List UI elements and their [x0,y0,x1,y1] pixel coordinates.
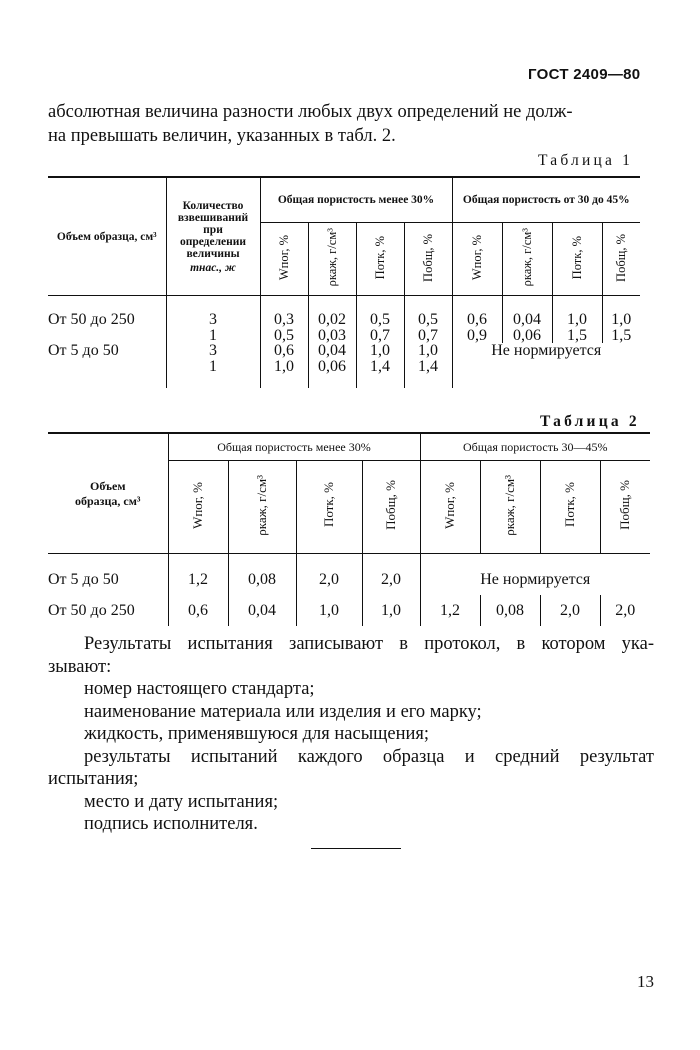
table1-sub-pobsh2: Побщ, % [602,223,640,296]
not-normed-label: Не нормируется [420,554,650,596]
table1-sub-rho2: ρкаж, г/см³ [502,223,552,296]
table2-caption: Таблица 2 [540,413,640,430]
results-line: Результаты испытания записывают в протокол, в котором ука- [84,634,654,654]
table1-header-count-symbol: mнас., ж [190,261,236,274]
results-paragraph [48,633,654,836]
results-item: результаты испытаний каждого образца и средний результат [84,746,654,767]
table1-sub-potk: Потк, % [356,223,404,296]
table1-sub-potk2: Потк, % [552,223,602,296]
table2-sub-pobsh2: Побщ, % [600,461,650,554]
table2-sub-potk2: Потк, % [540,461,600,554]
table2-sub-rho2: ρкаж, г/см³ [480,461,540,554]
intro-paragraph [48,100,640,148]
table-row: От 50 до 250 3 1 0,3 0,5 0,02 0,03 0,5 0,7 0,5 0,7 0,6 0,9 0,04 0,06 1,0 1,5 1,0 1,5 [48,296,640,344]
table1-header-count [166,177,260,296]
table1-header-volume: Объем образца, см³ [48,177,166,296]
results-item: жидкость, применявшуюся для насыщения; [84,724,430,744]
table1-caption: Таблица 1 [538,152,634,169]
row-label: От 5 до 50 [48,570,119,588]
end-rule [311,848,401,849]
table-row: От 5 до 50 1,2 0,08 2,0 2,0 Не нормируется [48,554,650,596]
table2-sub-pobsh: Побщ, % [362,461,420,554]
table1-sub-pobsh: Побщ, % [404,223,452,296]
row-label: От 50 до 250 [48,601,135,619]
table-row: От 5 до 50 3 1 0,6 1,0 0,04 0,06 1,0 1,4 1,0 1,4 Не нормируется [48,343,640,388]
table-row: От 50 до 250 0,6 0,04 1,0 1,0 1,2 0,08 2,0 2,0 [48,595,650,626]
table2-group-low: Общая пористость менее 30% [168,433,420,461]
page-number: 13 [637,972,654,991]
table-1 [48,176,640,388]
table1-sub-w2: Wпог, % [452,223,502,296]
table2-sub-rho: ρкаж, г/см³ [228,461,296,554]
table2-sub-potk: Потк, % [296,461,362,554]
results-line: зывают: [48,656,112,677]
intro-line: на превышать величин, указанных в табл. 2. [48,126,396,146]
not-normed-label: Не нормируется [452,343,640,388]
table1-header-count-text: Количество взвешиваний при определении величины [177,199,249,260]
table1-group-mid: Общая пористость от 30 до 45% [452,177,640,223]
table2-group-mid: Общая пористость 30—45% [420,433,650,461]
row-label: От 5 до 50 [48,342,119,359]
table-2 [48,432,650,626]
table2-sub-w: Wпог, % [168,461,228,554]
intro-line: абсолютная величина разности любых двух определений не долж- [48,102,573,122]
results-item: наименование материала или изделия и его марку; [84,701,482,722]
results-item: испытания; [48,769,139,789]
table1-sub-rho: ρкаж, г/см³ [308,223,356,296]
table2-sub-w2: Wпог, % [420,461,480,554]
standard-header: ГОСТ 2409—80 [528,66,641,83]
table1-sub-w: Wпог, % [260,223,308,296]
results-item: подпись исполнителя. [84,814,258,834]
row-label: От 50 до 250 [48,311,135,328]
results-item: место и дату испытания; [84,791,279,812]
table2-header-volume: Объем образца, см³ [48,433,168,554]
results-item: номер настоящего стандарта; [84,679,315,699]
table1-group-low: Общая пористость менее 30% [260,177,452,223]
